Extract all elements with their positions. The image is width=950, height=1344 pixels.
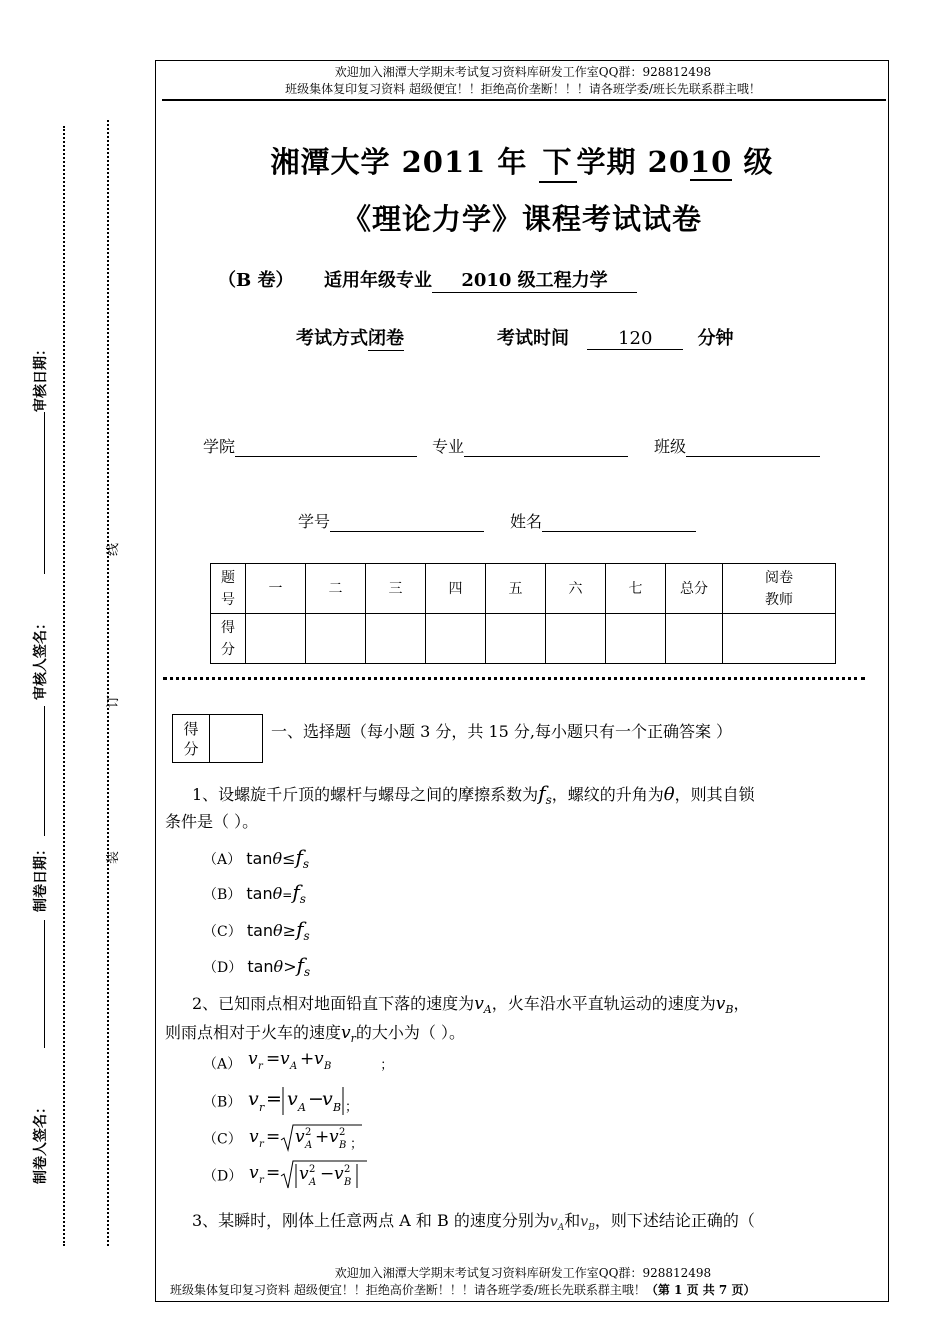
q2-formula-c xyxy=(247,1122,387,1156)
section-score-cell[interactable] xyxy=(210,715,263,763)
q2-formula-d xyxy=(247,1158,387,1194)
q3-stem: 3、某瞬时，刚体上任意两点 A 和 B 的速度分别为$v_A$和$v_B$，则下述结论正确的（ xyxy=(192,1211,755,1234)
id-blank[interactable] xyxy=(330,513,484,532)
maker-date-line[interactable] xyxy=(44,920,45,1048)
col-7: 七 xyxy=(606,564,666,614)
col-4: 四 xyxy=(426,564,486,614)
q2-stem: 2、已知雨点相对地面铅直下落的速度为$v_A$，火车沿水平直轨运动的速度为$v_B$， xyxy=(192,994,750,1017)
time-label: 考试时间 xyxy=(497,328,569,349)
score-cell-2[interactable] xyxy=(306,614,366,664)
college-field[interactable] xyxy=(203,434,417,457)
svg-text:B: B xyxy=(324,1061,332,1072)
q1-option-c[interactable]: （C） $\tan\theta\ge f_s$ xyxy=(203,917,310,944)
score-cell-total[interactable] xyxy=(666,614,723,664)
svg-text:B: B xyxy=(333,1101,342,1114)
time-unit: 分钟 xyxy=(697,328,734,349)
col-6: 六 xyxy=(546,564,606,614)
svg-text:−: − xyxy=(320,1164,335,1184)
review-date-line[interactable] xyxy=(44,412,45,574)
major-field[interactable] xyxy=(432,434,628,457)
col-3: 三 xyxy=(366,564,426,614)
grade-value: 2010 级工程力学 xyxy=(432,266,637,293)
svg-text:B: B xyxy=(338,1140,347,1151)
paper-variant: （B 卷） xyxy=(218,270,294,291)
q1-option-b[interactable]: （B） $\tan\theta=f_s$ xyxy=(203,880,306,907)
grade-label: 适用年级专业 xyxy=(324,270,432,291)
footer-line1: 欢迎加入湘潭大学期末考试复习资料库研发工作室QQ群：928812498 xyxy=(334,1266,712,1280)
section1-title: 一、选择题（每小题 3 分，共 15 分,每小题只有一个正确答案 ） xyxy=(271,722,733,741)
reviewer-sign-line[interactable] xyxy=(44,706,45,836)
col-1: 一 xyxy=(246,564,306,614)
section-score-label: 得分 xyxy=(173,715,210,763)
col-2: 二 xyxy=(306,564,366,614)
binding-char-ding: 订 xyxy=(106,694,121,708)
title-line1 xyxy=(155,140,889,183)
title-year: 湘潭大学 2011 年 xyxy=(270,145,539,179)
q1-stem-2: 条件是（ ）。 xyxy=(165,812,259,831)
svg-text:A: A xyxy=(309,1177,317,1188)
svg-text:v: v xyxy=(328,1127,339,1147)
q1-text-b: ，螺纹的升角为 xyxy=(551,785,664,804)
svg-text:v: v xyxy=(299,1164,309,1184)
footer-note: 班级集体复印复习资料 超级便宜！！拒绝高价垄断！！！请各班学委/班长先联系群主哦！ xyxy=(170,1283,646,1297)
score-cell-5[interactable] xyxy=(486,614,546,664)
svg-text:2: 2 xyxy=(309,1164,316,1175)
q2-text-a: 2、已知雨点相对地面铅直下落的速度为 xyxy=(192,994,475,1013)
svg-text:；: ； xyxy=(349,1137,363,1152)
svg-text:r: r xyxy=(259,1101,265,1114)
binding-char-line: 线 xyxy=(106,542,121,556)
col-reviewer: 阅卷教师 xyxy=(723,564,836,614)
college-blank[interactable] xyxy=(235,438,417,457)
class-blank[interactable] xyxy=(686,438,820,457)
row-head-question: 题号 xyxy=(211,564,246,614)
svg-text:A: A xyxy=(304,1140,313,1151)
svg-text:=: = xyxy=(266,1088,283,1110)
mode-value: 闭卷 xyxy=(368,324,404,351)
svg-text:v: v xyxy=(287,1088,299,1110)
reviewer-sign-label: 审核人签名： xyxy=(33,616,49,700)
q2-text-e: 的大小为（ ）。 xyxy=(355,1023,465,1042)
grade-major xyxy=(324,266,637,293)
college-label: 学院 xyxy=(203,437,236,456)
svg-text:+: + xyxy=(300,1050,315,1069)
row-head-score: 得分 xyxy=(211,614,246,664)
score-cell-7[interactable] xyxy=(606,614,666,664)
svg-text:r: r xyxy=(258,1139,264,1150)
svg-text:B: B xyxy=(344,1177,352,1188)
name-field[interactable] xyxy=(510,509,696,532)
name-blank[interactable] xyxy=(542,513,696,532)
q2-option-a[interactable]: （A） v r = v A + v B ； xyxy=(203,1050,393,1078)
header-line2: 班级集体复印复习资料 超级便宜！！拒绝高价垄断！！！请各班学委/班长先联系群主哦！ xyxy=(285,82,761,96)
footer-line2 xyxy=(170,1282,755,1298)
score-cell-4[interactable] xyxy=(426,614,486,664)
svg-text:v: v xyxy=(280,1050,290,1069)
review-date-label: 审核日期： xyxy=(33,342,49,412)
seal-dotted-line xyxy=(163,677,865,680)
score-cell-1[interactable] xyxy=(246,614,306,664)
svg-text:r: r xyxy=(259,1175,265,1186)
exam-time xyxy=(497,324,734,350)
q3-text-a: 3、某瞬时，刚体上任意两点 A 和 B 的速度分别为 xyxy=(192,1211,550,1230)
outer-dotted-line xyxy=(63,126,65,1246)
svg-text:v: v xyxy=(248,1127,259,1147)
svg-text:v: v xyxy=(314,1050,324,1069)
q3-text-b: 和 xyxy=(564,1211,581,1230)
svg-text:A: A xyxy=(298,1101,307,1114)
score-table xyxy=(210,563,836,664)
title-grade: 10 xyxy=(690,145,733,179)
svg-text:=: = xyxy=(266,1163,281,1183)
col-total: 总分 xyxy=(666,564,723,614)
svg-text:A: A xyxy=(290,1061,298,1072)
svg-text:+: + xyxy=(314,1127,330,1147)
score-cell-reviewer[interactable] xyxy=(723,614,836,664)
id-field[interactable] xyxy=(298,509,484,532)
major-label: 专业 xyxy=(432,437,465,456)
q2-formula-b xyxy=(246,1085,376,1119)
id-label: 学号 xyxy=(298,512,331,531)
svg-text:2: 2 xyxy=(344,1164,351,1175)
maker-date-label: 制卷日期： xyxy=(33,842,49,912)
header-rule xyxy=(162,99,886,101)
header-line1: 欢迎加入湘潭大学期末考试复习资料库研发工作室QQ群：928812498 xyxy=(334,65,712,79)
q2-option-c[interactable]: （C） v r = v 2 A + v 2 B ； xyxy=(203,1122,387,1156)
q1-text-a: 1、设螺旋千斤顶的螺杆与螺母之间的摩擦系数为 xyxy=(192,785,539,804)
svg-text:=: = xyxy=(266,1050,281,1069)
svg-text:v: v xyxy=(322,1088,334,1110)
time-value: 120 xyxy=(587,328,683,350)
name-label: 姓名 xyxy=(510,512,543,531)
q1-option-d[interactable]: （D） $\tan\theta>f_s$ xyxy=(203,953,311,980)
q1-text-c: ，则其自锁 xyxy=(674,785,755,804)
svg-text:r: r xyxy=(258,1061,263,1072)
q2-text-b: ，火车沿水平直轨运动的速度为 xyxy=(491,994,716,1013)
svg-text:=: = xyxy=(265,1127,281,1147)
mode-label: 考试方式 xyxy=(296,328,368,349)
svg-text:；: ； xyxy=(345,1100,359,1115)
svg-text:v: v xyxy=(249,1163,259,1183)
svg-text:v: v xyxy=(334,1164,344,1184)
title-grade-suffix: 级 xyxy=(732,145,774,179)
maker-sign-label: 制卷人签名： xyxy=(33,1100,49,1184)
score-cell-3[interactable] xyxy=(366,614,426,664)
svg-text:v: v xyxy=(248,1088,260,1110)
class-field[interactable] xyxy=(654,434,820,457)
major-blank[interactable] xyxy=(464,438,628,457)
q1-stem xyxy=(192,781,755,808)
binding-dotted-line xyxy=(107,120,109,1246)
exam-mode xyxy=(296,324,404,351)
q1-sym-f: f xyxy=(538,781,546,805)
q1-sym-s: s xyxy=(545,793,552,808)
svg-text:2: 2 xyxy=(304,1127,312,1138)
title-grade-prefix: 学期 20 xyxy=(576,145,690,179)
title-term: 下 xyxy=(539,140,577,183)
q2-text-d: 则雨点相对于火车的速度 xyxy=(165,1023,342,1042)
q2-option-d[interactable]: （D） v r = v 2 A − v 2 B xyxy=(203,1158,387,1194)
q2-formula-a xyxy=(246,1050,396,1078)
svg-text:v: v xyxy=(248,1050,258,1069)
q2-text-c: ， xyxy=(733,994,750,1013)
section-score-box xyxy=(172,714,263,763)
svg-text:v: v xyxy=(294,1127,305,1147)
page-number: （第 1 页 共 7 页） xyxy=(645,1283,756,1297)
svg-text:−: − xyxy=(308,1088,325,1110)
score-cell-6[interactable] xyxy=(546,614,606,664)
q2-stem-2: 则雨点相对于火车的速度$v_r$的大小为（ ）。 xyxy=(165,1023,465,1046)
q1-option-a[interactable]: （A） $\tan\theta\le f_s$ xyxy=(203,845,310,872)
class-label: 班级 xyxy=(654,437,687,456)
q1-sym-theta: θ xyxy=(663,784,675,805)
title-line2: 《理论力学》课程考试试卷 xyxy=(341,202,702,236)
q2-option-b[interactable]: （B） v r = v A − v B ； xyxy=(203,1085,376,1119)
binding-char-zhuang: 装 xyxy=(106,850,121,864)
col-5: 五 xyxy=(486,564,546,614)
q3-text-c: ，则下述结论正确的（ xyxy=(594,1211,755,1230)
svg-text:2: 2 xyxy=(338,1127,346,1138)
